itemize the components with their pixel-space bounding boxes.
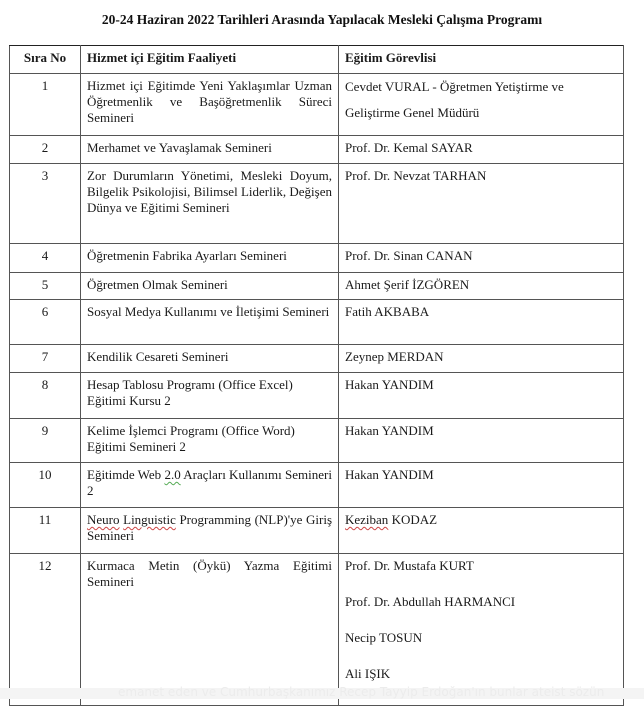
header-activity: Hizmet içi Eğitim Faaliyeti [81,46,339,74]
document-title: 20-24 Haziran 2022 Tarihleri Arasında Yapılacak Mesleki Çalışma Programı [101,12,543,27]
spellcheck-underlined-word: Linguistic [123,512,176,527]
row-number: 5 [10,273,81,300]
activity-text: Araçları Kullanımı Semineri 2 [87,467,332,498]
row-number: 12 [10,554,81,706]
row-instructor [339,554,624,706]
row-activity [81,463,339,508]
header-instructor: Eğitim Görevlisi [339,46,624,74]
instructor-name: Necip TOSUN [345,630,423,645]
activity-text: Eğitimde Web [87,467,165,482]
table-row [10,554,624,706]
table-row [10,463,624,508]
row-instructor: Prof. Dr. Sinan CANAN [339,244,624,273]
row-instructor: Fatih AKBABA [339,300,624,345]
row-activity: Kendilik Cesareti Semineri [81,345,339,373]
row-instructor: Prof. Dr. Kemal SAYAR [339,136,624,164]
row-activity: Kurmaca Metin (Öykü) Yazma Eğitimi Semineri [81,554,339,706]
row-instructor: Prof. Dr. Nevzat TARHAN [339,164,624,244]
row-instructor: Zeynep MERDAN [339,345,624,373]
instructor-text: KODAZ [388,512,438,527]
row-number: 1 [10,74,81,136]
row-number: 8 [10,373,81,419]
row-number: 11 [10,508,81,554]
instructor-name: Prof. Dr. Abdullah HARMANCI [345,594,516,609]
table-row [10,508,624,554]
program-table [9,45,624,706]
row-instructor: Hakan YANDIM [339,419,624,463]
table-row [10,373,624,419]
row-activity: Kelime İşlemci Programı (Office Word) Eğitimi Semineri 2 [81,419,339,463]
spellcheck-underlined-word: 2.0 [164,467,181,482]
row-activity: Öğretmenin Fabrika Ayarları Semineri [81,244,339,273]
row-activity [81,508,339,554]
row-activity: Sosyal Medya Kullanımı ve İletişimi Semineri [81,300,339,345]
row-number: 7 [10,345,81,373]
row-number: 4 [10,244,81,273]
row-number: 2 [10,136,81,164]
instructor-name: Ali IŞIK [345,666,391,681]
row-activity: Öğretmen Olmak Semineri [81,273,339,300]
table-row [10,136,624,164]
table-row [10,74,624,136]
row-instructor [339,74,624,136]
row-instructor: Hakan YANDIM [339,463,624,508]
row-instructor [339,508,624,554]
table-header-row [10,46,624,74]
row-number: 10 [10,463,81,508]
row-activity: Hizmet içi Eğitimde Yeni Yaklaşımlar Uzman Öğretmenlik ve Başöğretmenlik Süreci Semineri [81,74,339,136]
instructor-text: Cevdet VURAL - Öğretmen Yetiştirme ve Geliştirme Genel Müdürü [345,79,564,120]
activity-text: Programming (NLP)'ye Giriş Semineri [87,512,333,543]
table-row [10,300,624,345]
row-number: 3 [10,164,81,244]
table-row [10,164,624,244]
faded-overlay-text: emanet eden ve Cumhurbaşkanımız Recep Tayyip Erdoğan'ın bunlar ateist sözün [118,685,605,699]
table-row [10,345,624,373]
header-sira-no: Sıra No [10,46,81,74]
row-number: 6 [10,300,81,345]
row-activity: Merhamet ve Yavaşlamak Semineri [81,136,339,164]
table-row [10,419,624,463]
row-activity: Hesap Tablosu Programı (Office Excel) Eğitimi Kursu 2 [81,373,339,419]
table-row [10,244,624,273]
instructor-name: Prof. Dr. Mustafa KURT [345,558,474,573]
spellcheck-underlined-word: Keziban [345,512,389,527]
row-instructor: Ahmet Şerif İZGÖREN [339,273,624,300]
spellcheck-underlined-word: Neuro [87,512,120,527]
row-number: 9 [10,419,81,463]
row-activity: Zor Durumların Yönetimi, Mesleki Doyum, Bilgelik Psikolojisi, Bilimsel Liderlik, Değişen Dünya ve Eğitimi Semineri [81,164,339,244]
row-instructor: Hakan YANDIM [339,373,624,419]
table-row [10,273,624,300]
